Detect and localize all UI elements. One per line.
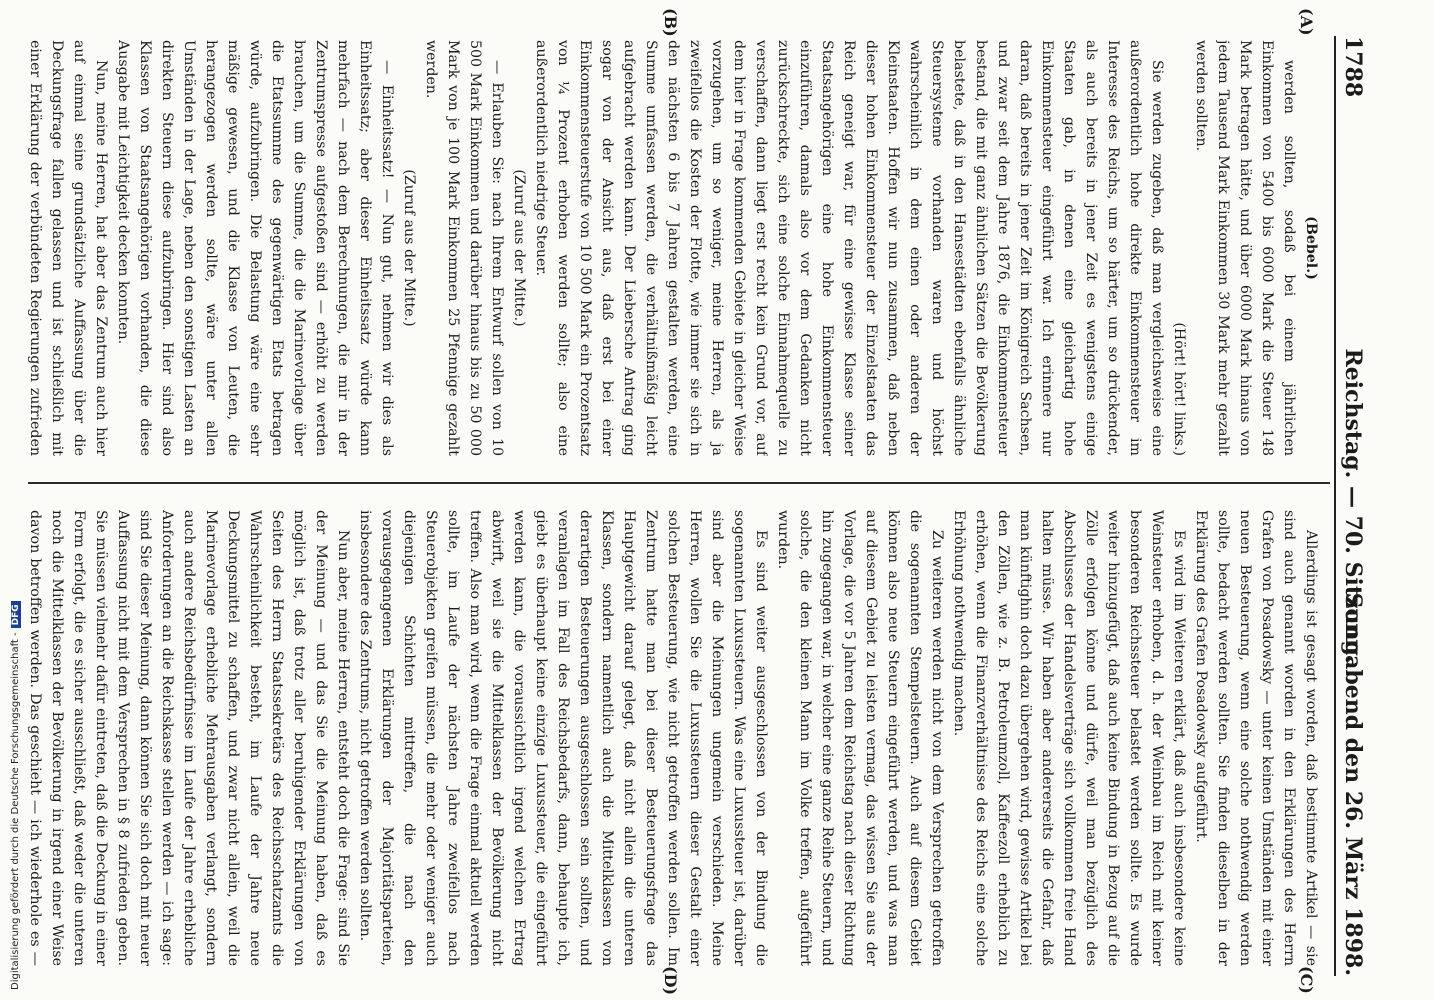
margin-marker-c: (C) <box>1297 966 1316 994</box>
paragraph: — Erlauben Sie: nach Ihrem Entwurf sollen von 10 500 Mark Einkommen und darüber hinaus bis zu 50 000 Mark von je 100 Mark Einkommen 25 Pfennige gezahlt werden. <box>423 40 505 456</box>
margin-marker-d: (D) <box>661 966 680 996</box>
column-divider <box>28 482 1330 484</box>
interjection: (Zuruf aus der Mitte.) <box>401 169 417 327</box>
margin-marker-b: (B) <box>661 8 680 37</box>
paragraph: Sie werden zugeben, daß man vergleichsweise eine außerordentlich hohe direkte Einkommensteuer im Interesse des Reichs, um so härter, um so drückender, als auch bereits in jener Zeit es wenigstens einige Staaten gab, in denen eine gleichartig hohe Einkommensteuer eingeführt war. Ich erinnere nur daran, daß bereits in jener Zeit im Königreich Sachsen, und zwar seit dem Jahre 1876, die Einkommensteuer bestand, die mit ganz ähnlichen Sätzen die Bevölkerung belastete, daß in den Hansestädten ebenfalls ähnliche Steuersysteme vorhanden waren und höchst wahrscheinlich in dem einen oder anderen der Kleinstaaten. Hoffen wir nun zusammen, daß neben dieser hohen Einkommensteuer der Einzelstaaten das Reich geneigt war, für eine gewisse Klasse seiner Staatsangehörigen eine hohe Einkommensteuer einzuführen, damals also vor dem Gedanken nicht zurückschreckte, sich eine solche Einnahmequelle zu verschaffen, dann liegt erst recht kein Grund vor, auf dem hier in Frage kommenden Gebiete in gleicher Weise vorzugehen, um so weniger, meine Herren, als ja zweifellos die Kosten der Flotte, wie immer sie sich in den nächsten 6 bis 7 Jahren gestalten werden, eine Summe umfassen werden, die verhältnißmäßig leicht aufgebracht werden kann. Der Liebersche Antrag ging sogar von der Ansicht aus, daß erst bei einer Einkommensteuerstufe von 10 500 Mark ein Prozentsatz von ¼ Prozent erhoben werden sollte; also eine außerordentlich niedrige Steuer. <box>533 40 1165 456</box>
dfg-logo: DFG <box>11 601 21 628</box>
paragraph: Zu weiteren werden nicht von dem Versprechen getroffen die sogenannten Stempelsteuern. Auch auf diesem Gebiet können also neue Steuern eingeführt werden, und was man auf diesem Gebiet zu leisten vermag, das wissen Sie aus der Vorlage, die vor 5 Jahren dem Reichstag nach dieser Richtung hin zugegangen war, in welcher eine ganze Reihe Steuern, und solche, die den kleinen Mann im Volke treffen, aufgeführt wurden. <box>775 510 945 966</box>
paragraph: Nun aber, meine Herren, entsteht doch die Frage: sind Sie der Meinung — und das Sie die Meinung haben, daß es möglich ist, daß trotz aller beruhigender Erklärungen von Seiten des Herrn Staatssekretärs des Reichsschatzamts die Wahrscheinlichkeit besteht, im Laufe der Jahre neue Deckungsmittel zu schaffen, und zwar nicht allein, weil die Marinevorlage erhebliche Mehrausgaben verlangt, sondern auch andere Reichsbedürfnisse im Laufe der Jahre erhebliche Anforderungen an die Reichskasse stellen werden — ich sage: sind Sie dieser Meinung, dann können Sie sich doch mit neuer Auffassung nicht mit dem Versprechen in § 8 zufrieden geben. Sie müssen vielmehr dafür eintreten, daß die Deckung in einer Form erfolgt, die es sicher ausschließt, daß weder die unteren noch die Mittelklassen der Bevölkerung in irgend einer Weise davon betroffen werden. Das geschieht — ich wiederhole es — <box>27 510 351 966</box>
text-column-left <box>24 40 1322 456</box>
paragraph: werden sollten, sodaß bei einem jährlichen Einkommen von 5400 bis 6000 Mark die Steuer 148 Mark betragen hätte, und über 6000 Mark hinaus von jedem Tausend Mark Einkommen 30 Mark mehr gezahlt werden sollten. <box>1193 40 1297 456</box>
text-column-right <box>24 510 1322 966</box>
page-header <box>1334 36 1370 976</box>
paragraph: Allerdings ist gesagt worden, daß bestimmte Artikel — sie sind auch genannt worden in den Erklärungen des Herrn Grafen von Posadowsky — unter keinen Umständen mit einer neuen Besteuerung, wenn eine solche nothwendig werden sollte, bedacht werden sollten. Sie finden dieselben in der Erklärung des Grafen Posadowsky aufgeführt. <box>1193 510 1319 966</box>
speaker-name: (Bebel.) <box>1303 216 1319 280</box>
interjection: (Hört! hört! links.) <box>1171 322 1187 456</box>
interjection: (Zuruf aus der Mitte.) <box>511 169 527 327</box>
digitization-credit <box>10 601 21 990</box>
session-date: Sonnabend den 26. März 1898. <box>1340 592 1366 976</box>
margin-marker-a: (A) <box>1297 8 1316 36</box>
paragraph: Es sind weiter ausgeschlossen von der Bindung die sogenannten Luxussteuern. Was eine Luxussteuer ist, darüber sind aber die Meinungen ungemein verschieden. Meine Herren, wollen Sie die Luxussteuern dieser Gestalt einer solchen Besteuerung, wie nicht getroffen werden sollen. Im Zentrum hatte man bei dieser Besteuerungsfrage das Hauptgewicht darauf gelegt, daß nicht allein die unteren Klassen, sondern namentlich auch die Mittelklassen von derartigen Besteuerungen ausgeschlossen sein sollten, und veranlagen im Fall des Reichsbedarfs, dann, behaupte ich, giebt es überhaupt keine einzige Luxussteuer, die eingeführt werden kann, die voraussichtlich irgend welchen Ertrag abwirft, weil sie die Mittelklassen der Bevölkerung nicht treffen. Also man wird, wenn die Frage einmal aktuell werden sollte, im Laufe der nächsten Jahre zweifellos nach Steuerobjekten greifen müssen, die mehr oder weniger auch diejenigen Schichten mittreffen, die nach den vorausgegangenen Erklärungen der Majoritätsparteien, insbesondere des Zentrums, nicht getroffen werden sollten. <box>357 510 769 966</box>
credit-text: Digitalisierung gefördert durch die Deutsche Forschungsgemeinschaft - <box>10 632 21 990</box>
session-title: Reichstag. — 70. Sitzung. <box>1340 348 1366 664</box>
paragraph: Es wird im Weiteren erklärt, daß auch insbesondere keine Weinsteuer erhoben, d. h. der Weinbau im Reich mit keiner besonderen Reichssteuer belastet werden sollte. Es wurde weiter hinzugefügt, daß auch keine Bindung in Bezug auf die Zölle erfolgen könne und dürfe, weil man bezüglich des Abschlusses der Handelsverträge sich vollkommen freie Hand halten müsse. Wir haben aber andererseits die Gefahr, daß man künftighin doch dazu übergehen wird, gewisse Artikel bei den Zöllen, wie z. B. Petroleumzoll, Kaffeezoll erheblich zu erhöhen, wenn die Finanzverhältnisse des Reichs eine solche Erhöhung nothwendig machen. <box>951 510 1187 966</box>
page-number: 1788 <box>1340 36 1366 98</box>
paragraph: Nun, meine Herren, hat aber das Zentrum auch hier auf einmal seine grundsätzliche Auffassung über die Deckungsfrage fallen gelassen und ist schließlich mit einer Erklärung der verbündeten Regierungen zufrieden <box>27 40 109 456</box>
paragraph: — Einheitssatz! — Nun gut, nehmen wir dies als Einheitssatz; aber dieser Einheitssatz würde kann mehrfach — nach dem Berechnungen, die mir in der Zentrumspresse aufgestoßen sind — erhöht zu werden brauchen, um die Summe, die die Marinevorlage über die Etatssumme des gegenwärtigen Etats betragen würde, aufzubringen. Die Belastung wäre eine sehr mäßige gewesen, und die Klasse von Leuten, die herangezogen werden sollte, wäre unter allen Umständen in der Lage, neben den sonstigen Lasten an direkten Steuern diese aufzubringen. Hier sind also Klassen von Staatsangehörigen vorhanden, die diese Ausgabe mit Leichtigkeit decken konnten. <box>115 40 395 456</box>
